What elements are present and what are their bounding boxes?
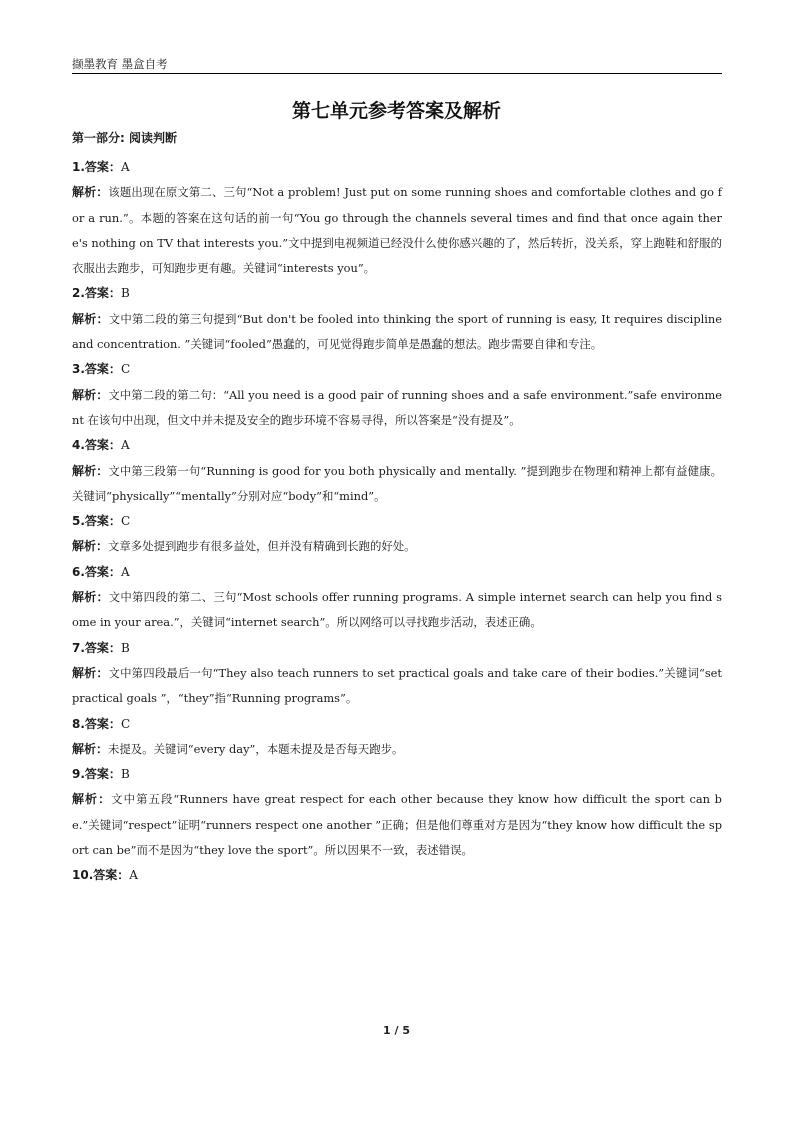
question-number: 2. <box>72 286 85 301</box>
question-number: 1. <box>72 160 85 174</box>
answer-label: 答案： <box>84 514 121 529</box>
qa-item <box>72 560 722 636</box>
answer-list <box>72 155 722 863</box>
qa-item <box>72 155 722 281</box>
question-number: 10. <box>72 868 94 883</box>
question-number: 8. <box>72 716 85 731</box>
explanation-text: 文章多处提到跑步有很多益处，但并没有精确到长跑的好处。 <box>108 539 416 554</box>
qa-item <box>72 509 722 560</box>
explanation-label: 解析： <box>72 665 109 680</box>
question-number: 9. <box>72 767 85 782</box>
question-number: 3. <box>72 362 85 377</box>
answer-value: C <box>120 514 131 529</box>
answer-label: 答案： <box>84 362 121 377</box>
answer-value: A <box>129 868 138 883</box>
explanation-text: 文中第二段的第二句：“All you need is a good pair of running shoes and a safe environment.”safe environment 在该句中出现，但文中并未提及安全的跑步环境不容易寻得，所以答案是“没有提及”。 <box>72 387 722 427</box>
explanation-label: 解析： <box>72 539 109 554</box>
section-title: 第一部分: 阅读判断 <box>72 131 177 145</box>
explanation-paragraph <box>72 534 722 559</box>
answer-label: 答案： <box>84 767 121 782</box>
explanation-paragraph <box>72 585 722 636</box>
answer-value: B <box>120 640 130 655</box>
explanation-label: 解析： <box>72 590 109 605</box>
page-number: 1 / 5 <box>383 1024 410 1037</box>
answer-label: 答案： <box>84 160 121 174</box>
page-title: 第七单元参考答案及解析 <box>291 100 501 122</box>
answer-value: C <box>120 362 131 377</box>
explanation-text: 文中第三段第一句“Running is good for you both physically and mentally. ”提到跑步在物理和精神上都有益健康。关键词“physically”“mentally”分别对应“body”和“mind”。 <box>72 463 722 503</box>
explanation-label: 解析： <box>72 463 109 478</box>
explanation-paragraph <box>72 383 722 434</box>
answer-line <box>72 712 722 737</box>
page-header <box>72 56 722 72</box>
explanation-text: 文中第四段的第二、三句“Most schools offer running programs. A simple internet search can help you find some in your area.”，关键词“internet search”。所以网络可以寻找跑步活动，表述正确。 <box>72 590 722 630</box>
answer-line <box>72 281 722 306</box>
answer-label: 答案： <box>84 286 121 301</box>
answer-value: B <box>120 767 130 782</box>
question-number: 4. <box>72 438 85 453</box>
explanation-text: 文中第四段最后一句“They also teach runners to set practical goals and take care of their bodies.”关键词“set practical goals ”，“they”指“Running programs”。 <box>72 665 722 706</box>
answer-label: 答案： <box>84 640 121 655</box>
answer-line <box>72 636 722 661</box>
document-body <box>72 128 722 889</box>
answer-label: 答案： <box>84 716 121 731</box>
answer-line <box>72 762 722 787</box>
header-text: 撷墨教育 墨盒自考 <box>72 57 168 71</box>
answer-value: A <box>120 160 130 174</box>
qa-item <box>72 433 722 509</box>
header-rule <box>72 73 722 74</box>
qa-item <box>72 636 722 712</box>
explanation-text: 文中第二段的第三句提到“But don't be fooled into thinking the sport of running is easy, It requires discipline and concentration. ”关键词“fooled”愚蠢的，可见觉得跑步简单是愚蠢的想法。跑步需要自律和专注。 <box>72 311 722 352</box>
answer-line <box>72 560 722 585</box>
question-number: 6. <box>72 564 85 579</box>
explanation-paragraph <box>72 307 722 358</box>
answer-value: B <box>120 286 130 301</box>
qa-item <box>72 281 722 357</box>
answer-line <box>72 509 722 534</box>
explanation-label: 解析： <box>72 311 109 326</box>
answer-line-last <box>72 863 722 888</box>
answer-label: 答案： <box>93 868 130 883</box>
qa-item <box>72 762 722 863</box>
explanation-paragraph <box>72 787 722 863</box>
explanation-paragraph <box>72 661 722 712</box>
explanation-text: 该题出现在原文第二、三句“Not a problem! Just put on some running shoes and comfortable clothes and go for a run.”。本题的答案在这句话的前一句“You go through the channels several times and find that once again there's nothing on TV that interests you.”文中提到电视频道已经没什么使你感兴趣的了，然后转折，没关系，穿上跑鞋和舒服的衣服出去跑步，可知跑步更有趣。关键词“interests you”。 <box>72 185 722 276</box>
explanation-text: 文中第五段“Runners have great respect for each other because they know how difficult the sport can be.”关键词“respect”证明“runners respect one another ”正确；但是他们尊重对方是因为“they know how difficult the sport can be”而不是因为“they love the sport”。所以因果不一致，表述错误。 <box>72 792 722 858</box>
answer-value: C <box>120 716 131 731</box>
explanation-label: 解析： <box>72 387 109 402</box>
answer-line <box>72 433 722 458</box>
qa-item <box>72 357 722 433</box>
explanation-label: 解析： <box>72 741 109 756</box>
answer-value: A <box>120 438 130 453</box>
explanation-label: 解析： <box>72 792 112 807</box>
explanation-text: 未提及。关键词“every day”，本题未提及是否每天跑步。 <box>108 741 404 756</box>
explanation-paragraph <box>72 459 722 510</box>
explanation-label: 解析： <box>72 185 109 200</box>
answer-line <box>72 357 722 382</box>
answer-value: A <box>120 564 130 579</box>
answer-line <box>72 155 722 180</box>
question-number: 5. <box>72 514 85 529</box>
explanation-paragraph <box>72 180 722 281</box>
qa-item <box>72 712 722 763</box>
answer-label: 答案： <box>84 438 121 453</box>
answer-label: 答案： <box>84 564 121 579</box>
question-number: 7. <box>72 640 85 655</box>
explanation-paragraph <box>72 737 722 762</box>
